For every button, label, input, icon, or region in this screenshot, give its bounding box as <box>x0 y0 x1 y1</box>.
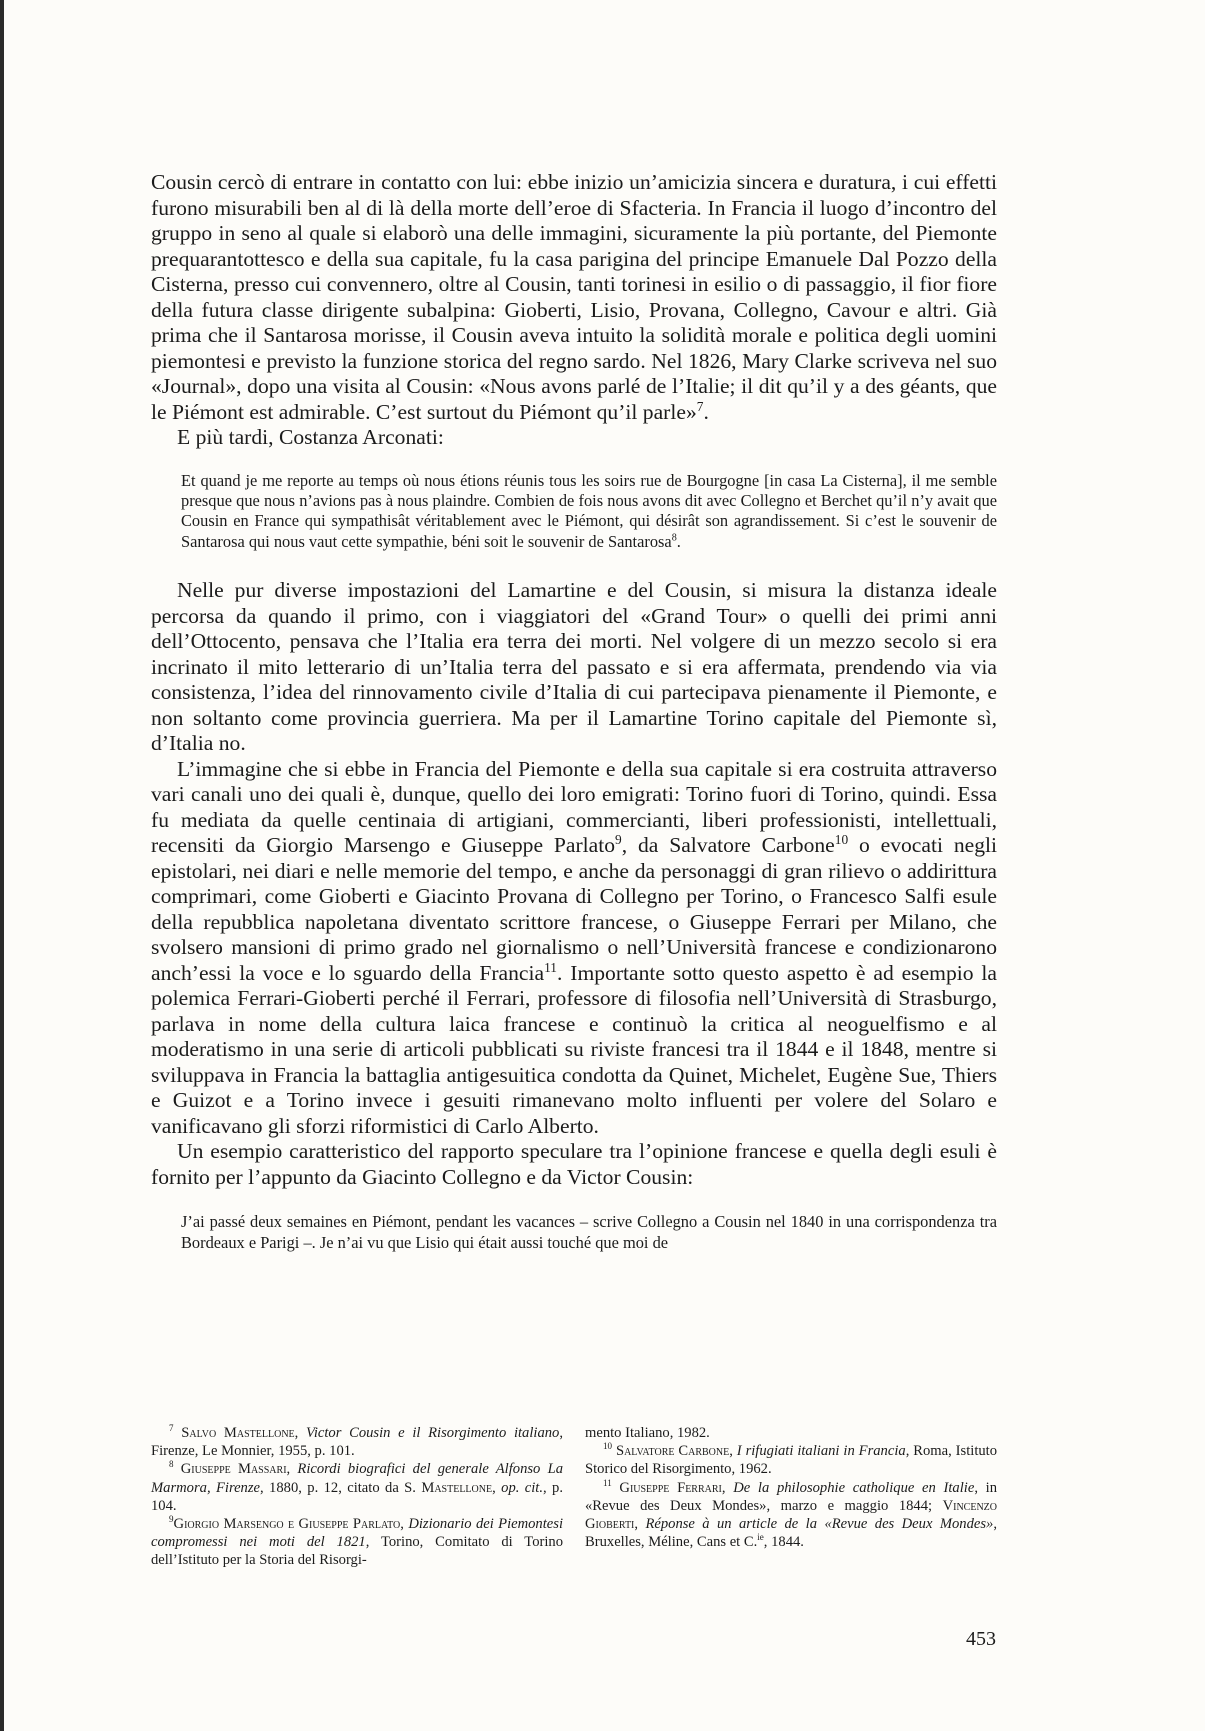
footnote-10: $^{10}$ Salvatore Carbone, I rifugiati italiani in Francia, Roma, Istituto Storico del Risorgimento, 1962. <box>585 1441 998 1478</box>
quote-arconati: Et quand je me reporte au temps où nous étions réunis tous les soirs rue de Bourgogne [in casa La Cisterna], il me semble presque que nous n’avions pas à nous plaindre. Combien de fois nous avons dit avec Collegno et Berchet qu’il n’y avait que Cousin en France qui sympathisât véritablement avec le Piémont, qui désirât son agrandissement. Si c’est le souvenir de Santarosa qui nous vaut cette sympathie, béni soit le souvenir de Santarosa$^8$. <box>181 470 997 551</box>
footnotes-left-column <box>151 1424 563 1570</box>
paragraph-immagine-part-a: L’immagine che si ebbe in Francia del Piemonte e della sua capitale si era costruita attraverso vari canali uno dei quali è, dunque, quello dei loro emigrati: Torino fuori di Torino, quindi. Essa fu mediata da quelle centinaia di artigiani, commercianti, liberi professionisti, intellettuali, recensiti da Giorgio Marsengo e Giuseppe Parlato <box>151 756 997 858</box>
scan-edge <box>0 0 4 1731</box>
footnote-ref-7: 7 <box>696 398 704 414</box>
footnotes <box>151 1424 997 1570</box>
quote-collegno: J’ai passé deux semaines en Piémont, pendant les vacances – scrive Collegno a Cousin nel 1840 in una corrispondenza tra Bordeaux e Parigi –. Je n’ai vu que Lisio qui était aussi touché que moi de <box>181 1212 997 1252</box>
footnote-ref-9: 9 <box>615 831 622 847</box>
footnote-ref-11: 11 <box>544 959 557 975</box>
footnote-9-continued: mento Italiano, 1982. <box>585 1425 710 1441</box>
footnote-8: $^8$ Giuseppe Massari, Ricordi biografici del generale Alfonso La Marmora, Firenze, 1880, p. 12, citato da S. Mastellone, op. cit., p. 104. <box>151 1459 563 1514</box>
quote-arconati-text: Et quand je me reporte au temps où nous étions réunis tous les soirs rue de Bourgogne [in casa La Cisterna], il me semble presque que nous n’avions pas à nous plaindre. Combien de fois nous avons dit avec Collegno et Berchet qu’il n’y avait que Cousin en France qui sympathisât véritablement avec le Piémont, qui désirât son agrandissement. Si c’est le souvenir de Santarosa qui nous vaut cette sympathie, béni soit le souvenir de Santarosa <box>181 470 997 551</box>
footnote-ref-10: 10 <box>834 831 849 847</box>
footnotes-right-column <box>585 1424 997 1570</box>
paragraph-immagine-part-d: . Importante sotto questo aspetto è ad esempio la polemica Ferrari-Gioberti perché il Ferrari, professore di filosofia nell’Università di Strasburgo, parlava in nome della cultura laica francese e continuò la critica al neoguelfismo e al moderatismo in una serie di articoli pubblicati su riviste francesi tra il 1844 e il 1848, mentre si sviluppava in Francia la battaglia antigesuitica condotta da Quinet, Michelet, Eugène Sue, Thiers e Guizot e a Torino invece i gesuiti rimanevano molto influenti per volere del Solaro e vanificavano gli sforzi riformistici di Carlo Alberto. <box>151 960 997 1138</box>
page-number: 453 <box>966 1628 996 1650</box>
paragraph-arconati: E più tardi, Costanza Arconati: <box>177 425 444 449</box>
footnote-ref-8: 8 <box>671 532 677 544</box>
paragraph-opening-text: Cousin cercò di entrare in contatto con lui: ebbe inizio un’amicizia sincera e duratura, i cui effetti furono misurabili ben al di là della morte dell’eroe di Sfacteria. In Francia il luogo d’incontro del gruppo in seno al quale si elaborò una delle immagini, sicuramente la più portante, del Piemonte prequarantottesco e della sua capitale, fu la casa parigina del principe Emanuele Dal Pozzo della Cisterna, presso cui convennero, oltre al Cousin, tanti torinesi in esilio o di passaggio, il fior fiore della futura classe dirigente subalpina: Gioberti, Lisio, Provana, Collegno, Cavour e altri. Già prima che il Santarosa morisse, il Cousin aveva intuito la solidità morale e politica degli uomini piemontesi e previsto la funzione storica del regno sardo. Nel 1826, Mary Clarke scriveva nel suo «Journal», dopo una visita al Cousin: «Nous avons parlé de l’Italie; il dit qu’il y a des géants, que le Piémont est admirable. C’est surtout du Piémont qu’il parle» <box>151 170 997 424</box>
paragraph-immagine-part-b: , da Salvatore Carbone <box>621 833 835 858</box>
page-body <box>151 170 997 1253</box>
paragraph-esempio: Un esempio caratteristico del rapporto speculare tra l’opinione francese e quella degli esuli è fornito per l’appunto da Giacinto Collegno e da Victor Cousin: <box>151 1139 997 1189</box>
footnote-9: $^9$Giorgio Marsengo e Giuseppe Parlato, Dizionario dei Piemontesi compromessi nei moti del 1821, Torino, Comitato di Torino dell’Istituto per la Storia del Risorgi- <box>151 1514 564 1569</box>
paragraph-opening: Cousin cercò di entrare in contatto con lui: ebbe inizio un’amicizia sincera e duratura, i cui effetti furono misurabili ben al di là della morte dell’eroe di Sfacteria. In Francia il luogo d’incontro del gruppo in seno al quale si elaborò una delle immagini, sicuramente la più portante, del Piemonte prequarantottesco e della sua capitale, fu la casa parigina del principe Emanuele Dal Pozzo della Cisterna, presso cui convennero, oltre al Cousin, tanti torinesi in esilio o di passaggio, il fior fiore della futura classe dirigente subalpina: Gioberti, Lisio, Provana, Collegno, Cavour e altri. Già prima che il Santarosa morisse, il Cousin aveva intuito la solidità morale e politica degli uomini piemontesi e previsto la funzione storica del regno sardo. Nel 1826, Mary Clarke scriveva nel suo «Journal», dopo una visita al Cousin: «Nous avons parlé de l’Italie; il dit qu’il y a des géants, que le Piémont est admirable. C’est surtout du Piémont qu’il parle»$^7$. <box>151 170 997 424</box>
footnote-11: $^{11}$ Giuseppe Ferrari, De la philosophie catholique en Italie, in «Revue des Deux Mondes», marzo e maggio 1844; Vincenzo Gioberti, Réponse à un article de la «Revue des Deux Mondes», Bruxelles, Méline, Cans et C.$^{ie}$, 1844. <box>585 1477 998 1551</box>
footnote-7: $^7$ Salvo Mastellone, Victor Cousin e il Risorgimento italiano, Firenze, Le Monnier, 1955, p. 101. <box>151 1423 564 1460</box>
paragraph-immagine-part-c: o evocati negli epistolari, nei diari e nelle memorie del tempo, e anche da personaggi di gran rilievo o addirittura comprimari, come Gioberti e Giacinto Provana di Collegno per Torino, o Francesco Salfi esule della repubblica napoletana diventato scrittore francese, o Giuseppe Ferrari per Milano, che svolsero mansioni di primo grado nel giornalismo o nell’Università francese e condizionarono anch’essi la voce e lo sguardo della Francia <box>151 833 997 985</box>
paragraph-lamartine: Nelle pur diverse impostazioni del Lamartine e del Cousin, si misura la distanza ideale percorsa da quando il primo, con i viaggiatori del «Grand Tour» o quelli dei primi anni dell’Ottocento, pensava che l’Italia era terra dei morti. Nel volgere di un mezzo secolo si era incrinato il mito letterario di un’Italia terra del passato e si era affermata, prendendo via via consistenza, l’idea del rinnovamento civile d’Italia di cui partecipava pienamente il Piemonte, e non soltanto come provincia guerriera. Ma per il Lamartine Torino capitale del Piemonte sì, d’Italia no. <box>151 578 997 756</box>
paragraph-immagine <box>151 757 997 1140</box>
